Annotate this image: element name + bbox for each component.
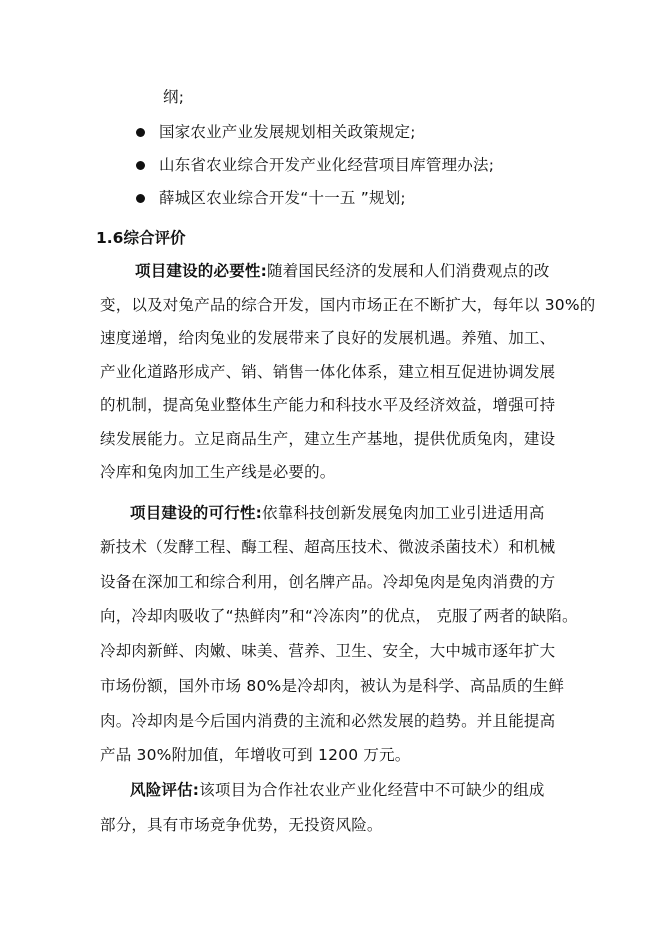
paragraph-line: 冷库和兔肉加工生产线是必要的。 bbox=[100, 463, 336, 481]
risk-line-text: 该项目为合作社农业产业化经营中不可缺少的组成 bbox=[199, 781, 545, 799]
paragraph-line bbox=[130, 780, 545, 800]
bullet-dot-icon bbox=[136, 194, 145, 203]
feasibility-line-text: 依靠科技创新发展兔肉加工业引进适用高 bbox=[262, 504, 545, 522]
bullet-dot-icon bbox=[136, 128, 145, 137]
feasibility-label: 项目建设的可行性: bbox=[130, 504, 262, 522]
paragraph-line: 的机制，提高兔业整体生产能力和科技水平及经济效益，增强可持 bbox=[100, 396, 556, 414]
necessity-line-text: 随着国民经济的发展和人们消费观点的改 bbox=[267, 262, 550, 280]
paragraph-line: 肉。冷却肉是今后国内消费的主流和必然发展的趋势。并且能提高 bbox=[100, 712, 556, 730]
continuation-text: 纲; bbox=[163, 88, 185, 106]
paragraph-line: 产业化道路形成产、销、销售一体化体系，建立相互促进协调发展 bbox=[100, 363, 556, 381]
paragraph-line: 设备在深加工和综合利用，创名牌产品。冷却兔肉是兔肉消费的方 bbox=[100, 573, 556, 591]
bullet-text: 国家农业产业发展规划相关政策规定; bbox=[159, 123, 416, 141]
section-number: 1.6 bbox=[96, 229, 124, 247]
necessity-label: 项目建设的必要性: bbox=[135, 262, 267, 280]
paragraph-line: 新技术（发酵工程、酶工程、超高压技术、微波杀菌技术）和机械 bbox=[100, 538, 556, 556]
paragraph-line bbox=[135, 261, 550, 281]
paragraph-line: 部分，具有市场竞争优势，无投资风险。 bbox=[100, 816, 383, 834]
bullet-text: 薛城区农业综合开发“十一五 ”规划; bbox=[159, 189, 406, 207]
paragraph-line: 向，冷却肉吸收了“热鲜肉”和“冷冻肉”的优点， 克服了两者的缺陷。 bbox=[100, 607, 578, 625]
paragraph-line: 变，以及对兔产品的综合开发，国内市场正在不断扩大，每年以 30%的 bbox=[100, 296, 596, 314]
risk-label: 风险评估: bbox=[130, 781, 200, 799]
section-title: 综合评价 bbox=[123, 229, 186, 247]
paragraph-line: 续发展能力。立足商品生产，建立生产基地，提供优质兔肉，建设 bbox=[100, 430, 556, 448]
paragraph-line: 市场份额，国外市场 80%是冷却肉，被认为是科学、高品质的生鲜 bbox=[100, 677, 565, 695]
bullet-text: 山东省农业综合开发产业化经营项目库管理办法; bbox=[159, 156, 495, 174]
bullet-dot-icon bbox=[136, 161, 145, 170]
section-heading bbox=[96, 228, 185, 248]
paragraph-line bbox=[130, 503, 545, 523]
paragraph-line: 冷却肉新鲜、肉嫩、味美、营养、卫生、安全，大中城市逐年扩大 bbox=[100, 642, 556, 660]
paragraph-line: 产品 30%附加值，年增收可到 1200 万元。 bbox=[100, 746, 411, 764]
paragraph-line: 速度递增，给肉兔业的发展带来了良好的发展机遇。养殖、加工、 bbox=[100, 329, 556, 347]
